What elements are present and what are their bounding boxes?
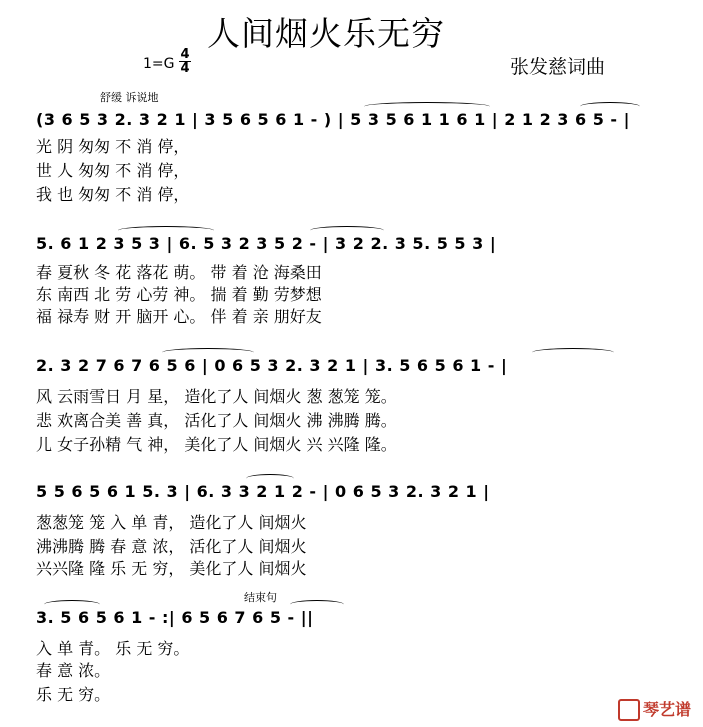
slur-mark xyxy=(580,102,640,111)
notation-row-4: 5 5 6 5 6 1 5. 3 | 6. 3 3 2 1 2 - | 0 6 5 3 2. 3 2 1 | xyxy=(36,482,490,501)
lyric-row-5-verse-1: 入 单 青。 乐 无 穷。 xyxy=(36,639,190,658)
slur-mark xyxy=(118,226,214,235)
slur-mark xyxy=(532,348,614,357)
lyric-row-5-verse-3: 乐 无 穷。 xyxy=(36,685,111,704)
slur-mark xyxy=(364,102,490,111)
time-signature-bottom: 4 xyxy=(180,61,190,76)
notation-row-2: 5. 6 1 2 3 5 3 | 6. 5 3 2 3 5 2 - | 3 2 2. 3 5. 5 5 3 | xyxy=(36,234,497,253)
lyric-row-5-verse-2: 春 意 浓。 xyxy=(36,661,111,680)
site-logo xyxy=(618,697,691,722)
notation-row-5: 3. 5 6 5 6 1 - :| 6 5 6 7 6 5 - || xyxy=(36,608,314,627)
lyric-row-1-verse-3: 我 也 匆匆 不 消 停， xyxy=(36,185,190,204)
notation-row-1: (3 6 5 3 2. 3 2 1 | 3 5 6 5 6 1 - ) | 5 3 5 6 1 1 6 1 | 2 1 2 3 6 5 - | xyxy=(36,110,630,129)
lyric-row-4-verse-1: 葱葱笼 笼 入 单 青， 造化了人 间烟火 xyxy=(36,513,307,532)
lyric-row-3-verse-1: 风 云雨雪日 月 星， 造化了人 间烟火 葱 葱笼 笼。 xyxy=(36,387,397,406)
time-signature xyxy=(179,48,191,75)
slur-mark xyxy=(162,348,254,357)
qinyipu-logo-icon xyxy=(618,699,640,721)
notation-row-3: 2. 3 2 7 6 7 6 5 6 | 0 6 5 3 2. 3 2 1 | 3. 5 6 5 6 1 - | xyxy=(36,356,508,375)
lyric-row-2-verse-3: 福 禄寿 财 开 脑开 心。 伴 着 亲 朋好友 xyxy=(36,307,322,326)
lyric-row-4-verse-3: 兴兴隆 隆 乐 无 穷， 美化了人 间烟火 xyxy=(36,559,307,578)
lyric-row-1-verse-2: 世 人 匆匆 不 消 停， xyxy=(36,161,190,180)
lyric-row-3-verse-2: 悲 欢离合美 善 真， 活化了人 间烟火 沸 沸腾 腾。 xyxy=(36,411,397,430)
slur-mark xyxy=(310,226,384,235)
slur-mark xyxy=(246,474,294,483)
time-signature-top: 4 xyxy=(180,47,190,62)
page-title: 人间烟火乐无穷 xyxy=(207,14,445,53)
ending-phrase-label: 结束句 xyxy=(244,591,277,604)
lyric-row-2-verse-2: 东 南西 北 劳 心劳 神。 揣 着 勤 劳梦想 xyxy=(36,285,322,304)
lyric-row-1-verse-1: 光 阴 匆匆 不 消 停， xyxy=(36,137,190,156)
tempo-marking: 舒缓 诉说地 xyxy=(100,91,159,104)
key-signature: 1=G xyxy=(143,56,175,72)
lyric-row-2-verse-1: 春 夏秋 冬 花 落花 萌。 带 着 沧 海桑田 xyxy=(36,263,322,282)
slur-mark xyxy=(290,600,344,609)
slur-mark xyxy=(44,600,100,609)
site-logo-text: 琴艺谱 xyxy=(642,699,691,719)
lyric-row-3-verse-3: 儿 女子孙精 气 神， 美化了人 间烟火 兴 兴隆 隆。 xyxy=(36,435,397,454)
author-credit: 张发慈词曲 xyxy=(510,56,606,78)
lyric-row-4-verse-2: 沸沸腾 腾 春 意 浓， 活化了人 间烟火 xyxy=(36,537,307,556)
